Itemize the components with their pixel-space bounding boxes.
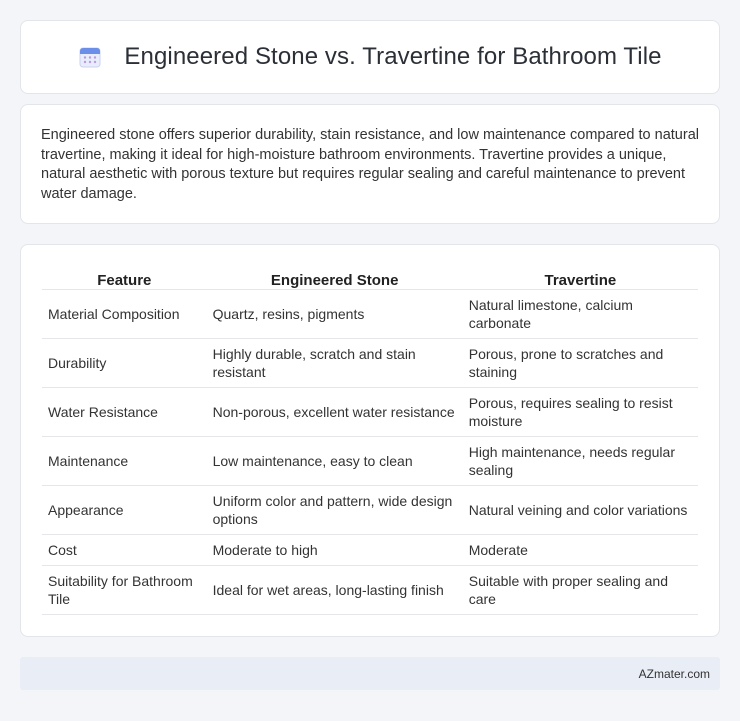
cell-engineered-stone: Moderate to high bbox=[207, 534, 463, 565]
table-row bbox=[42, 289, 698, 338]
cell-engineered-stone: Low maintenance, easy to clean bbox=[207, 436, 463, 485]
cell-travertine: High maintenance, needs regular sealing bbox=[463, 436, 698, 485]
footer bbox=[20, 657, 720, 690]
cell-engineered-stone: Uniform color and pattern, wide design options bbox=[207, 485, 463, 534]
header-engineered-stone: Engineered Stone bbox=[207, 265, 463, 289]
cell-feature: Cost bbox=[42, 534, 207, 565]
comparison-table-card bbox=[20, 244, 720, 637]
cell-engineered-stone: Quartz, resins, pigments bbox=[207, 289, 463, 338]
cell-travertine: Porous, prone to scratches and staining bbox=[463, 338, 698, 387]
table-row bbox=[42, 485, 698, 534]
cell-feature: Maintenance bbox=[42, 436, 207, 485]
title-card bbox=[20, 20, 720, 94]
cell-travertine: Moderate bbox=[463, 534, 698, 565]
table-row bbox=[42, 565, 698, 614]
cell-feature: Water Resistance bbox=[42, 387, 207, 436]
cell-feature: Material Composition bbox=[42, 289, 207, 338]
cell-travertine: Natural veining and color variations bbox=[463, 485, 698, 534]
comparison-table bbox=[42, 265, 698, 615]
cell-travertine: Natural limestone, calcium carbonate bbox=[463, 289, 698, 338]
header-feature: Feature bbox=[42, 265, 207, 289]
cell-feature: Durability bbox=[42, 338, 207, 387]
header-travertine: Travertine bbox=[463, 265, 698, 289]
table-row bbox=[42, 534, 698, 565]
cell-feature: Appearance bbox=[42, 485, 207, 534]
calendar-icon bbox=[78, 45, 102, 69]
cell-travertine: Porous, requires sealing to resist moisture bbox=[463, 387, 698, 436]
summary-card bbox=[20, 104, 720, 224]
cell-engineered-stone: Ideal for wet areas, long-lasting finish bbox=[207, 565, 463, 614]
table-row bbox=[42, 338, 698, 387]
cell-travertine: Suitable with proper sealing and care bbox=[463, 565, 698, 614]
cell-feature: Suitability for Bathroom Tile bbox=[42, 565, 207, 614]
footer-brand[interactable]: AZmater.com bbox=[638, 666, 710, 681]
page-title: Engineered Stone vs. Travertine for Bathroom Tile bbox=[124, 43, 662, 70]
table-header-row bbox=[42, 265, 698, 289]
summary-text: Engineered stone offers superior durability, stain resistance, and low maintenance compared to natural travertine, making it ideal for high-moisture bathroom environments. Travertine provides a unique, natural aesthetic with porous texture but requires regular sealing and careful maintenance to prevent water damage. bbox=[41, 127, 699, 202]
table-row bbox=[42, 436, 698, 485]
cell-engineered-stone: Highly durable, scratch and stain resistant bbox=[207, 338, 463, 387]
table-row bbox=[42, 387, 698, 436]
cell-engineered-stone: Non-porous, excellent water resistance bbox=[207, 387, 463, 436]
